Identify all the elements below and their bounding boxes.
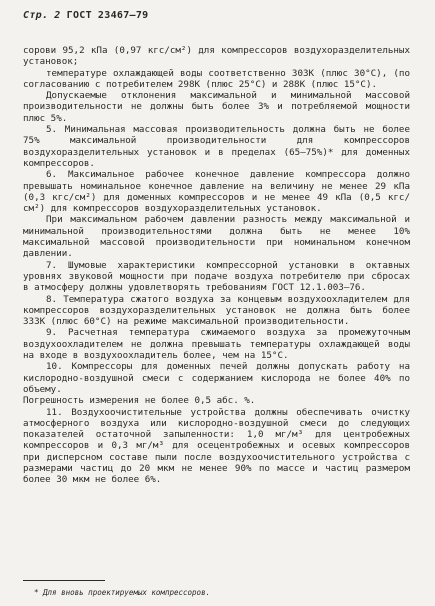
paragraph: 9. Расчетная температура сжимаемого воздуха за промежуточным воздухоохладителем не должна превышать температуры охлаждающей воды на входе в воздухоохладитель более, чем на 15°С.: [23, 327, 410, 362]
paragraph: 6. Максимальное рабочее конечное давление компрессора должно превышать номинальное конечное давление на величину не менее 29 кПа (0,3 кгс/см²) для доменных компрессоров и не менее 49 кПа (0,5 кгс/см²) для компрессоров воздухоразделительных установок.: [23, 169, 410, 215]
paragraph: 11. Воздухоочистительные устройства должны обеспечивать очистку атмосферного воздуха или кислородно-воздушной смеси до следующих показателей остаточной запыленности: 1,0 мг/м³ для центробежных компрессоров и 0,3 мг/м³ для осецентробежных и осевых компрессоров при дисперсном составе пыли после воздухоочистительного устройства с размерами частиц до 20 мкм не менее 90% по массе и частиц размером более 30 мкм не более 6%.: [23, 406, 410, 486]
paragraph: 5. Минимальная массовая производительность должна быть не более 75% максимальной производительности для компрессоров воздухоразделительных установок и в пределах (65—75%)* для доменных компрессоров.: [23, 124, 410, 169]
paragraph: При максимальном рабочем давлении разность между максимальной и минимальной производительностями должна быть не менее 10% максимальной массовой производительности при номинальном конечном давлении.: [23, 214, 410, 260]
paragraph: Допускаемые отклонения максимальной и минимальной массовой производительности не должны быть более 3% и потребляемой мощности плюс 5%.: [23, 90, 410, 124]
footnote-divider: [23, 580, 105, 581]
paragraph: Погрешность измерения не более 0,5 абс. %.: [23, 395, 256, 407]
paragraph: 10. Компрессоры для доменных печей должны допускать работу на кислородно-воздушной смеси с содержанием кислорода не более 40% по объему.: [23, 361, 410, 395]
document-body: [23, 45, 410, 486]
paragraph: 7. Шумовые характеристики компрессорной установки в октавных уровнях звуковой мощности при подаче воздуха потребителю при сбросах в атмосферу должны удовлетворять требованиям ГОСТ 12.1.003—76.: [23, 259, 410, 294]
standard-number: 23467—79: [97, 10, 149, 21]
paragraph: сорови 95,2 кПа (0,97 кгс/см²) для компрессоров воздухоразделительных установок;: [23, 45, 410, 68]
page-label: Стр.: [23, 10, 49, 21]
page-number: 2: [54, 10, 61, 21]
footnote: * Для вновь проектируемых компрессоров.: [34, 588, 211, 597]
paragraph: 8. Температура сжатого воздуха за концевым воздухоохладителем для компрессоров воздухоразделительных установок не должна быть более 333К (плюс 60°С) на режиме максимальной производительности.: [23, 293, 410, 328]
paragraph: температуре охлаждающей воды соответственно 303К (плюс 30°С), (по согласованию с потребителем 298К (плюс 25°С) и 288К (плюс 15°С).: [23, 67, 410, 90]
page-header: [23, 10, 410, 24]
standard-label: ГОСТ: [66, 10, 92, 21]
